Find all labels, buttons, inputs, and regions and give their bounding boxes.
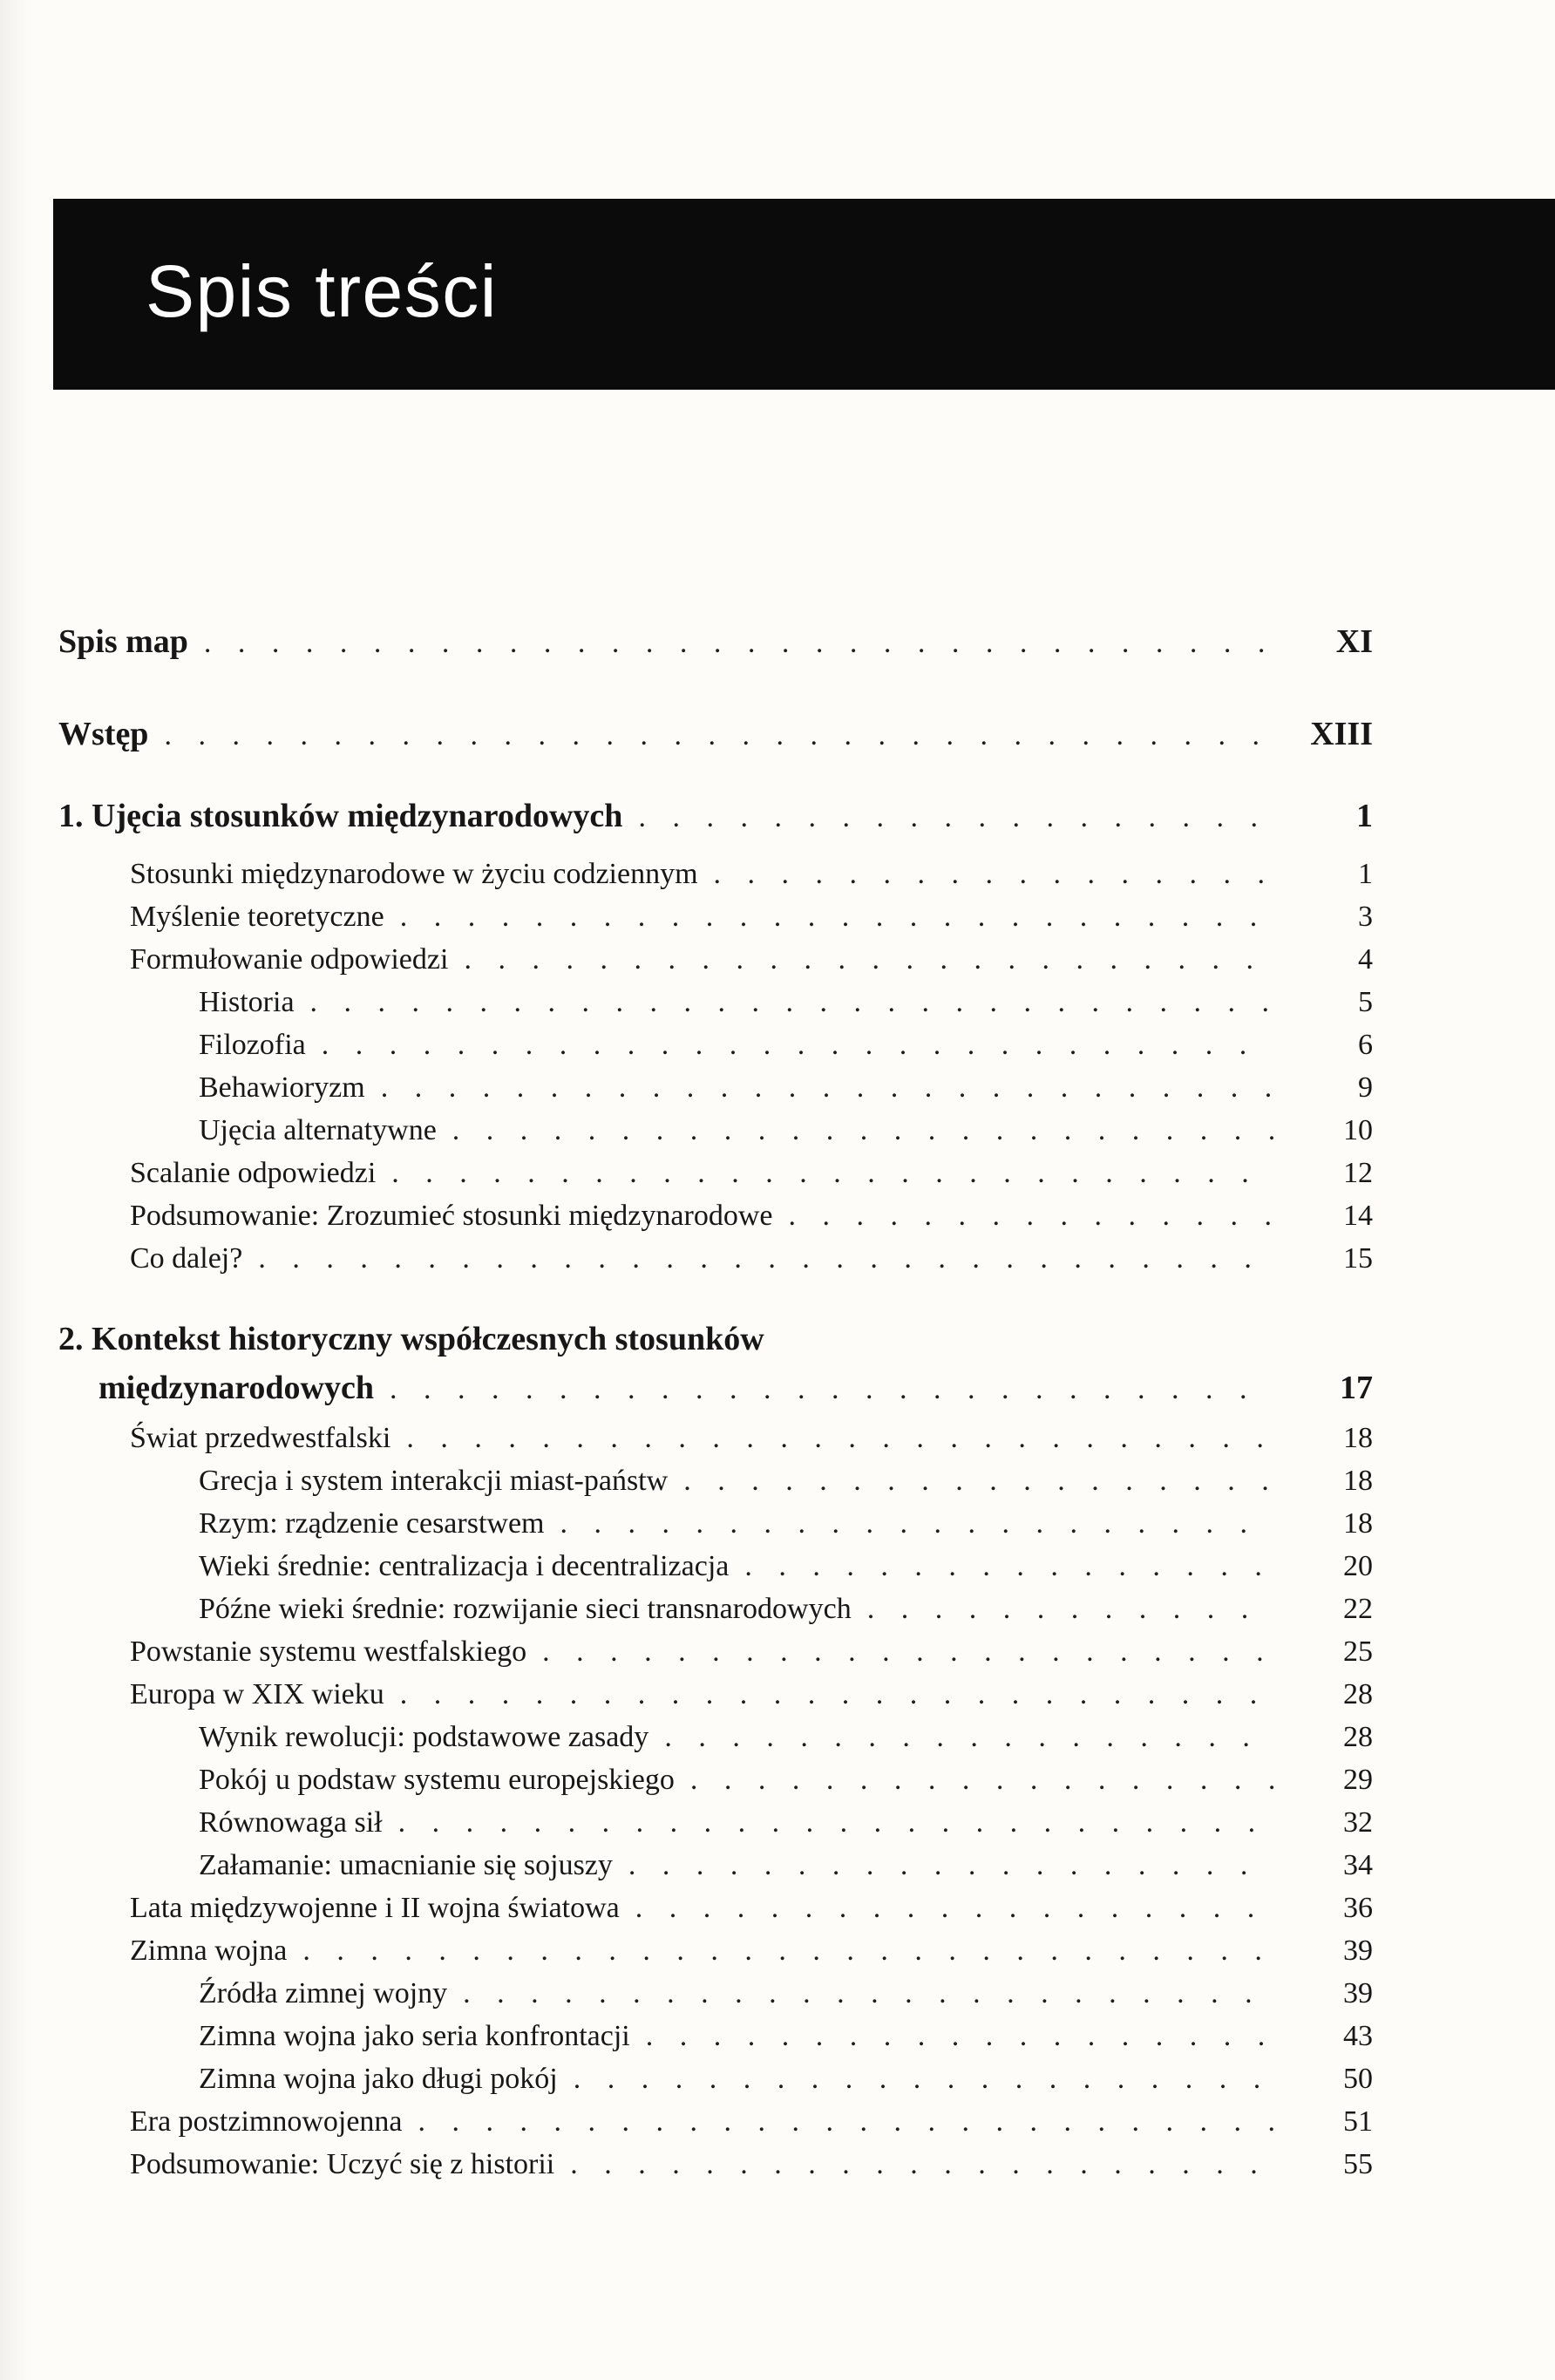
toc-entry-label: Powstanie systemu westfalskiego <box>130 1635 527 1668</box>
toc-entry-page: 50 <box>1343 2063 1373 2095</box>
dot-leader <box>164 714 1273 757</box>
dot-leader <box>204 622 1273 664</box>
toc-entry <box>58 2057 1373 2100</box>
dot-leader <box>646 2015 1273 2057</box>
dot-leader <box>390 1368 1273 1411</box>
toc-entry-page: 17 <box>1340 1370 1373 1406</box>
toc-entry-label: Spis map <box>58 623 188 660</box>
toc-entry-page: 15 <box>1343 1242 1373 1275</box>
toc-entry-page: 51 <box>1343 2105 1373 2138</box>
dot-leader <box>464 938 1273 981</box>
toc-entry <box>58 1972 1373 2015</box>
dot-leader <box>258 1237 1273 1280</box>
toc-entry-label: Ujęcia alternatywne <box>199 1114 437 1146</box>
toc-entry <box>58 1801 1373 1844</box>
toc-entry-label: Wieki średnie: centralizacja i decentralizacja <box>199 1550 730 1582</box>
scan-page-edge <box>0 0 31 2380</box>
toc-entry <box>58 1716 1373 1758</box>
toc-entry-page: 28 <box>1343 1678 1373 1710</box>
toc-entry-page: 22 <box>1343 1593 1373 1625</box>
toc-entry-label: Podsumowanie: Uczyć się z historii <box>130 2148 555 2180</box>
dot-leader <box>788 1194 1273 1237</box>
toc-entry-label: Wstęp <box>58 716 149 752</box>
toc-entry <box>58 1194 1373 1237</box>
toc-entry-label: Lata międzywojenne i II wojna światowa <box>130 1892 620 1924</box>
toc-entry <box>58 1459 1373 1502</box>
dot-leader <box>452 1109 1273 1152</box>
dot-leader <box>560 1502 1273 1545</box>
toc-entry-page: XIII <box>1310 716 1373 752</box>
toc-entry-page: 20 <box>1343 1550 1373 1582</box>
dot-leader <box>322 1023 1273 1066</box>
toc-entry-label: Stosunki międzynarodowe w życiu codziennym <box>130 858 698 890</box>
toc-entry-label: Rzym: rządzenie cesarstwem <box>199 1507 545 1540</box>
dot-leader <box>398 1801 1273 1844</box>
dot-leader <box>570 2143 1273 2186</box>
toc-entry-page: 18 <box>1343 1465 1373 1497</box>
toc-entry-label: 1. Ujęcia stosunków międzynarodowych <box>58 798 623 834</box>
toc-entry-label: Źródła zimnej wojny <box>199 1977 448 2009</box>
toc-entry <box>58 1844 1373 1887</box>
toc-entry <box>58 1929 1373 1972</box>
toc-entry <box>58 895 1373 938</box>
toc-entry <box>58 1237 1373 1280</box>
dot-leader <box>574 2057 1273 2100</box>
toc-entry-label: Grecja i system interakcji miast-państw <box>199 1465 669 1497</box>
dot-leader <box>628 1844 1273 1887</box>
toc-entry-label: Formułowanie odpowiedzi <box>130 943 449 976</box>
toc-entry-page: 39 <box>1343 1977 1373 2009</box>
toc-entry-page: 36 <box>1343 1892 1373 1924</box>
toc-entry-label: Załamanie: umacnianie się sojuszy <box>199 1849 613 1881</box>
toc-entry <box>58 1758 1373 1801</box>
toc-entry-page: XI <box>1335 623 1373 660</box>
chapter-header-banner <box>53 199 1555 390</box>
toc-entry <box>58 2015 1373 2057</box>
toc-entry-page: 14 <box>1343 1200 1373 1232</box>
toc-entry <box>58 938 1373 981</box>
toc-entry-page: 1 <box>1358 858 1373 890</box>
toc-entry <box>58 1152 1373 1194</box>
toc-entry-label: Filozofia <box>199 1029 306 1061</box>
dot-leader <box>744 1545 1273 1588</box>
toc-entry-page: 18 <box>1343 1422 1373 1454</box>
toc-entry-page: 18 <box>1343 1507 1373 1540</box>
toc-entry-page: 55 <box>1343 2148 1373 2180</box>
toc-entry-page: 28 <box>1343 1721 1373 1753</box>
toc-entry-page: 4 <box>1358 943 1373 976</box>
toc-entry-label: Zimna wojna jako długi pokój <box>199 2063 558 2095</box>
toc-entry-label: Świat przedwestfalski <box>130 1422 391 1454</box>
toc-entry-label: Późne wieki średnie: rozwijanie sieci transnarodowych <box>199 1593 852 1625</box>
dot-leader <box>406 1417 1273 1459</box>
toc-entry-page: 25 <box>1343 1635 1373 1668</box>
toc-entry <box>58 1630 1373 1673</box>
table-of-contents <box>58 621 1373 2186</box>
dot-leader <box>867 1588 1273 1630</box>
toc-entry-label: Co dalej? <box>130 1242 243 1275</box>
toc-entry-page: 1 <box>1356 798 1373 834</box>
toc-entry-label: Era postzimnowojenna <box>130 2105 403 2138</box>
toc-entry-label: Wynik rewolucji: podstawowe zasady <box>199 1721 649 1753</box>
toc-entry <box>58 981 1373 1023</box>
dot-leader <box>302 1929 1273 1972</box>
dot-leader <box>690 1758 1273 1801</box>
toc-entry-page: 43 <box>1343 2020 1373 2052</box>
dot-leader <box>542 1630 1273 1673</box>
toc-entry-page: 5 <box>1358 986 1373 1018</box>
toc-entry <box>58 1318 1373 1361</box>
toc-entry-label: Pokój u podstaw systemu europejskiego <box>199 1764 675 1796</box>
toc-entry-label: Zimna wojna <box>130 1935 288 1967</box>
toc-entry-label: Europa w XIX wieku <box>130 1678 384 1710</box>
toc-entry-page: 10 <box>1343 1114 1373 1146</box>
dot-leader <box>418 2100 1273 2143</box>
toc-entry-label: Zimna wojna jako seria konfrontacji <box>199 2020 630 2052</box>
toc-entry-label: Behawioryzm <box>199 1071 365 1104</box>
toc-entry <box>58 2100 1373 2143</box>
dot-leader <box>714 853 1273 895</box>
toc-entry-page: 12 <box>1343 1157 1373 1189</box>
toc-entry-page: 32 <box>1343 1806 1373 1839</box>
toc-entry-page: 9 <box>1358 1071 1373 1104</box>
toc-entry-label: Podsumowanie: Zrozumieć stosunki międzynarodowe <box>130 1200 773 1232</box>
dot-leader <box>638 796 1273 839</box>
toc-entry-label: Myślenie teoretyczne <box>130 901 384 933</box>
dot-leader <box>400 895 1273 938</box>
toc-entry-label: Scalanie odpowiedzi <box>130 1157 377 1189</box>
toc-entry-page: 39 <box>1343 1935 1373 1967</box>
toc-entry <box>58 1545 1373 1588</box>
toc-entry-label: Historia <box>199 986 295 1018</box>
dot-leader <box>400 1673 1273 1716</box>
dot-leader <box>664 1716 1273 1758</box>
toc-entry <box>58 1673 1373 1716</box>
dot-leader <box>391 1152 1273 1194</box>
toc-entry-page: 34 <box>1343 1849 1373 1881</box>
dot-leader <box>310 981 1273 1023</box>
page-title: Spis treści <box>146 250 498 332</box>
toc-entry <box>58 1417 1373 1459</box>
toc-entry-page: 3 <box>1358 901 1373 933</box>
toc-entry <box>58 1109 1373 1152</box>
toc-entry <box>58 713 1373 757</box>
toc-entry <box>58 1887 1373 1929</box>
toc-entry-label: 2. Kontekst historyczny współczesnych stosunków <box>58 1321 764 1357</box>
toc-entry <box>58 1066 1373 1109</box>
toc-entry <box>58 621 1373 664</box>
toc-entry <box>58 1502 1373 1545</box>
dot-leader <box>463 1972 1273 2015</box>
toc-entry-page: 29 <box>1343 1764 1373 1796</box>
toc-entry <box>58 2143 1373 2186</box>
toc-entry <box>58 1367 1373 1411</box>
toc-entry <box>58 795 1373 839</box>
dot-leader <box>381 1066 1273 1109</box>
toc-entry-label: międzynarodowych <box>98 1370 374 1406</box>
toc-entry <box>58 1588 1373 1630</box>
dot-leader <box>635 1887 1273 1929</box>
toc-entry-page: 6 <box>1358 1029 1373 1061</box>
toc-entry <box>58 853 1373 895</box>
dot-leader <box>683 1459 1273 1502</box>
toc-entry-label: Równowaga sił <box>199 1806 383 1839</box>
toc-entry <box>58 1023 1373 1066</box>
